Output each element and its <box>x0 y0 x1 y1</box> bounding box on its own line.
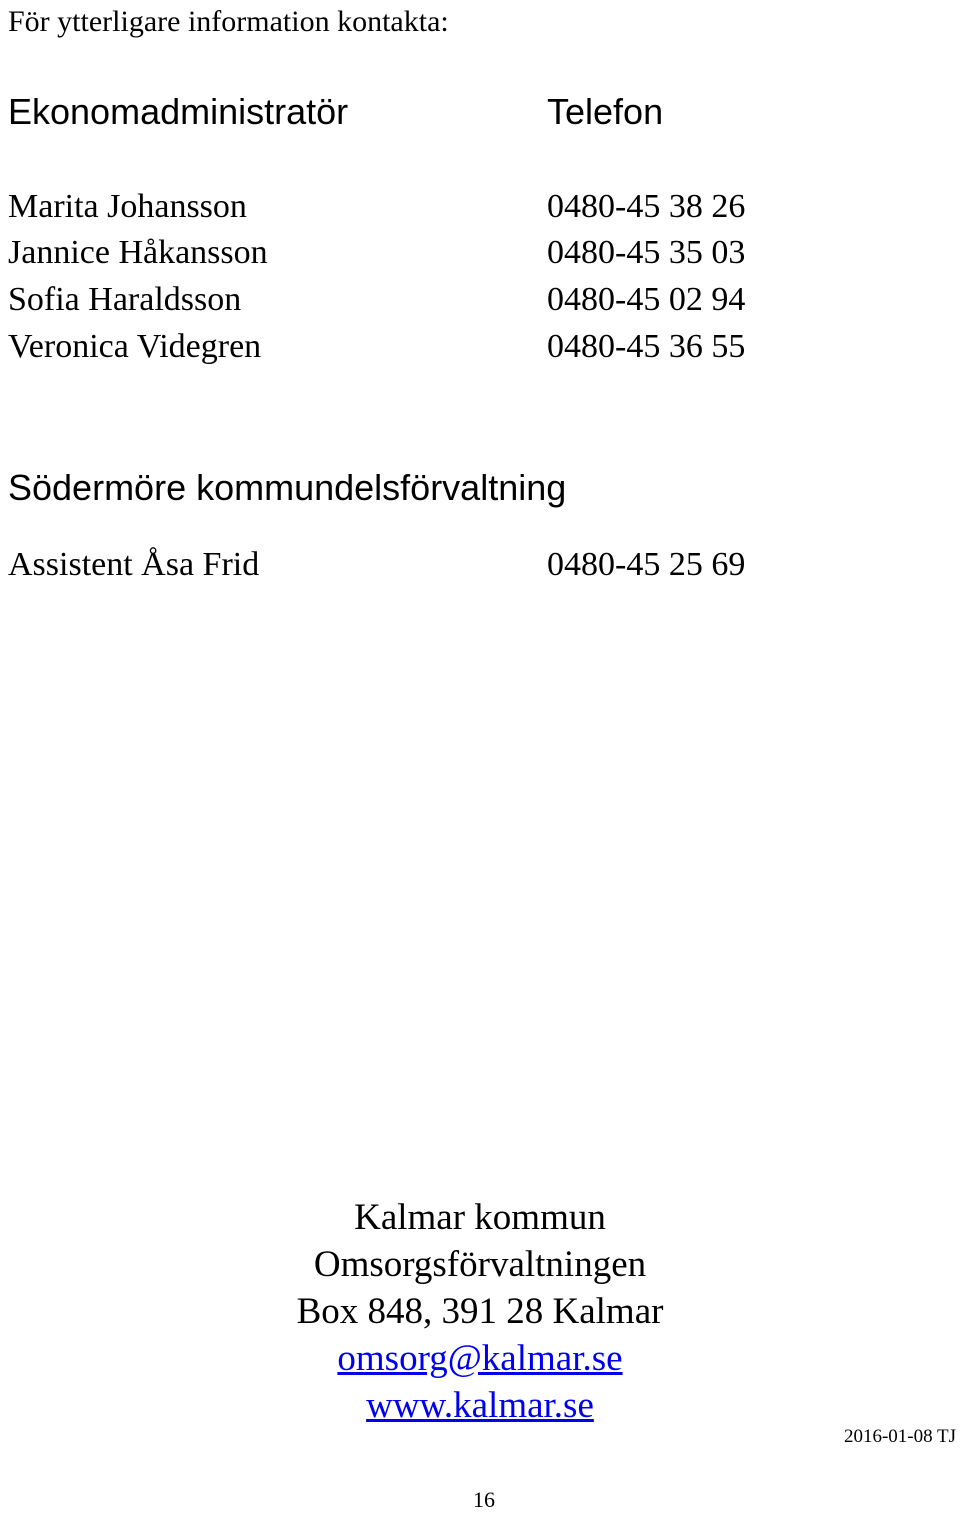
intro-text: För ytterligare information kontakta: <box>8 5 449 38</box>
contact-name: Jannice Håkansson <box>8 234 268 271</box>
district-contact-name: Assistent Åsa Frid <box>8 546 260 583</box>
role-column-header: Ekonomadministratör <box>8 91 349 132</box>
footer-org: Kalmar kommun <box>354 1197 606 1238</box>
district-heading: Södermöre kommundelsförvaltning <box>8 467 567 508</box>
website-link[interactable]: www.kalmar.se <box>366 1385 594 1426</box>
contact-phone: 0480-45 36 55 <box>547 328 746 365</box>
contact-phone: 0480-45 38 26 <box>547 188 746 225</box>
contact-name: Sofia Haraldsson <box>8 281 242 318</box>
date-stamp: 2016-01-08 TJ <box>843 1426 956 1447</box>
footer-department: Omsorgsförvaltningen <box>313 1244 647 1285</box>
contact-phone: 0480-45 35 03 <box>547 234 746 271</box>
phone-column-header: Telefon <box>547 91 664 132</box>
email-link[interactable]: omsorg@kalmar.se <box>337 1338 623 1379</box>
page-number: 16 <box>473 1487 495 1512</box>
contact-name: Veronica Videgren <box>8 328 262 365</box>
district-contact-phone: 0480-45 25 69 <box>547 546 746 583</box>
footer-address: Box 848, 391 28 Kalmar <box>296 1291 664 1332</box>
contact-phone: 0480-45 02 94 <box>547 281 746 318</box>
footer-address-block <box>0 1194 960 1429</box>
contact-name: Marita Johansson <box>8 188 247 225</box>
